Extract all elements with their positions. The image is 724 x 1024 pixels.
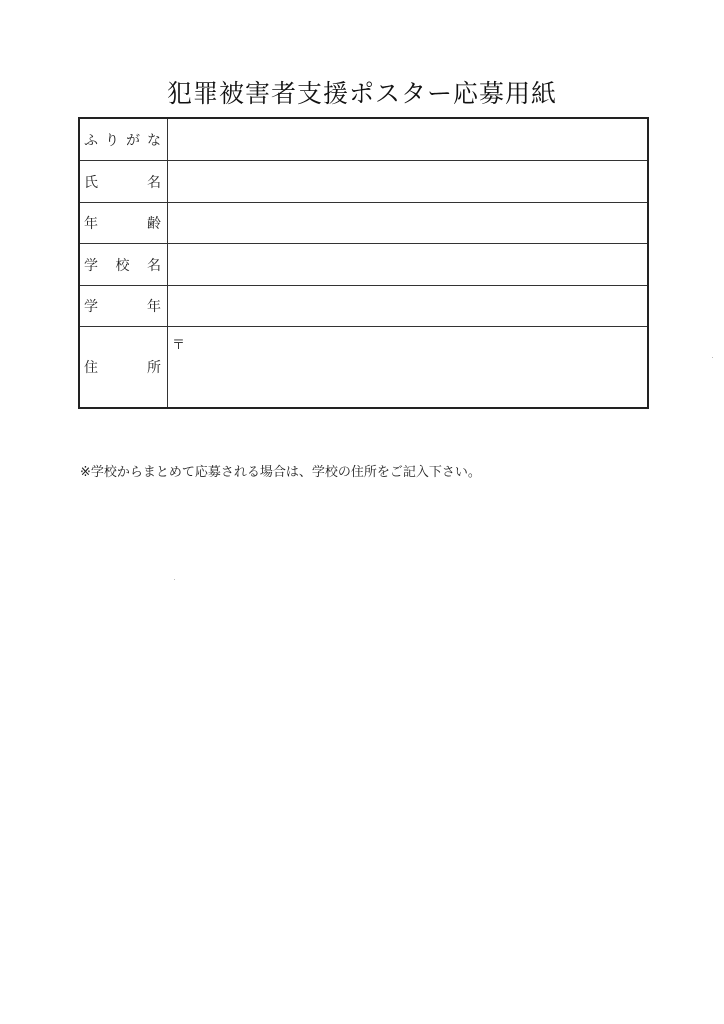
label-furigana <box>80 119 167 160</box>
label-char: が <box>126 132 140 149</box>
label-grade <box>80 286 167 326</box>
label-char: 校 <box>115 257 130 274</box>
row-name <box>80 160 647 202</box>
row-school-name <box>80 243 647 285</box>
postal-mark-icon: 〒 <box>172 338 186 353</box>
label-char: な <box>147 132 161 149</box>
furigana-field[interactable] <box>168 119 647 160</box>
label-char: 名 <box>147 257 161 274</box>
label-school-name <box>80 244 167 285</box>
application-form-table <box>78 117 649 409</box>
row-address <box>80 326 647 407</box>
row-furigana <box>80 119 647 160</box>
address-field[interactable] <box>168 327 647 407</box>
row-age <box>80 202 647 243</box>
label-char: 齢 <box>147 216 161 232</box>
label-address <box>80 327 167 407</box>
label-char: 学 <box>84 257 98 274</box>
name-field[interactable] <box>168 161 647 202</box>
scan-speck <box>712 357 713 358</box>
label-char: 年 <box>147 299 161 315</box>
row-grade <box>80 285 647 326</box>
scan-speck <box>174 579 175 580</box>
label-char: 学 <box>84 299 98 315</box>
label-age <box>80 203 167 243</box>
label-char: 所 <box>147 360 161 376</box>
grade-field[interactable] <box>168 286 647 326</box>
label-char: 年 <box>84 216 98 232</box>
label-name <box>80 161 167 202</box>
label-char: ふ <box>84 132 98 149</box>
label-char: 氏 <box>84 174 98 191</box>
label-char: 名 <box>147 174 161 191</box>
form-title: 犯罪被害者支援ポスター応募用紙 <box>166 79 557 108</box>
label-char: 住 <box>84 360 98 376</box>
school-address-note: ※学校からまとめて応募される場合は、学校の住所をご記入下さい。 <box>80 465 481 480</box>
label-char: り <box>105 132 119 149</box>
age-field[interactable] <box>168 203 647 243</box>
school-name-field[interactable] <box>168 244 647 285</box>
